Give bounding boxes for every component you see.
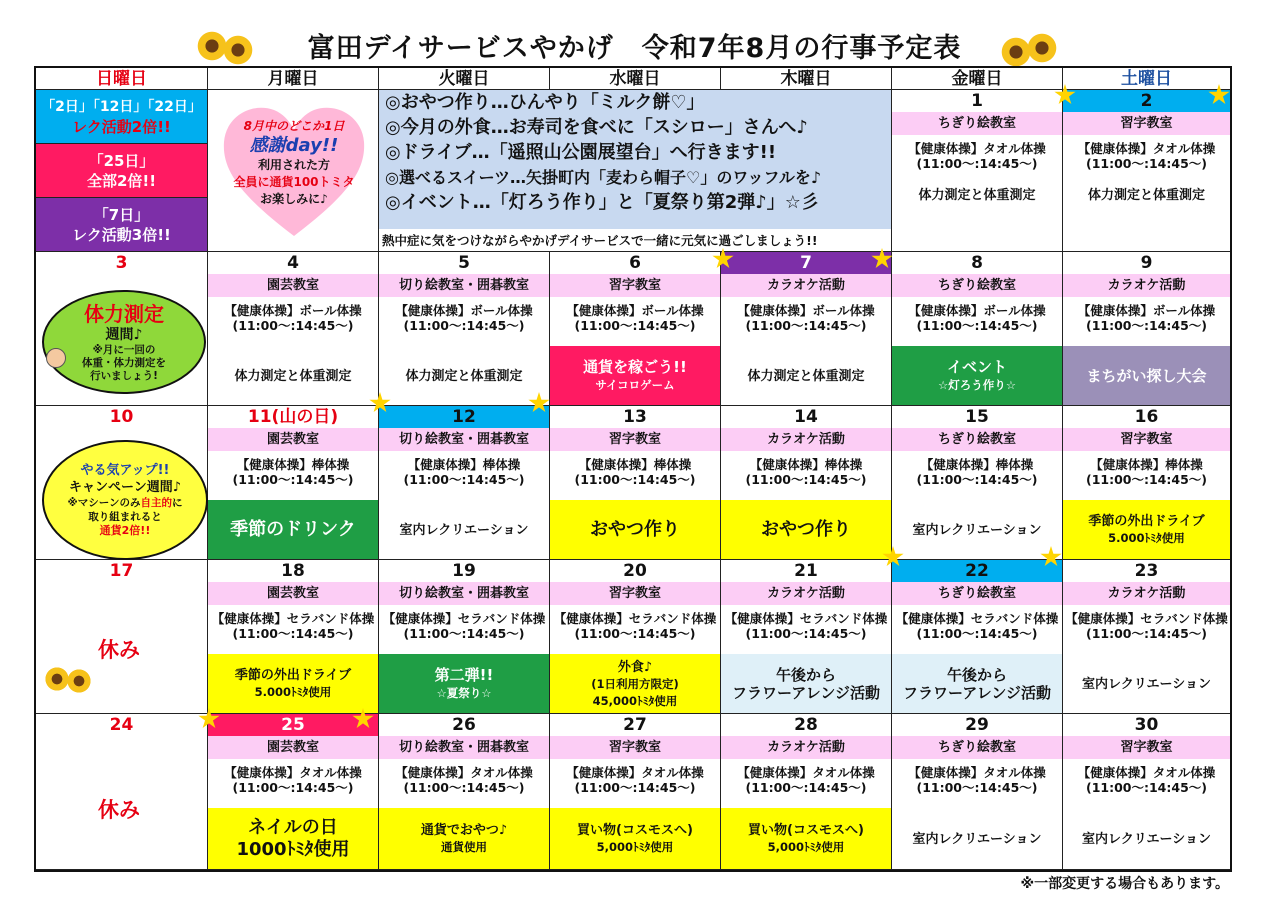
day-cell <box>892 252 1063 406</box>
exercise-block <box>1063 605 1230 654</box>
exercise-name: 【健康体操】タオル体操 <box>395 765 533 780</box>
exercise-name: 【健康体操】棒体操 <box>1090 457 1203 472</box>
page-title: 富田デイサービスやかげ 令和7年8月の行事予定表 <box>307 33 962 64</box>
event-label: 体力測定と体重測定 <box>918 187 1036 203</box>
day-number: 10 <box>109 407 134 427</box>
exercise-name: 【健康体操】セラバンド体操 <box>553 611 717 626</box>
exercise-time: (11:00～:14:45～) <box>574 626 696 641</box>
day-number: 28 <box>794 715 818 735</box>
day-cell <box>1063 252 1230 406</box>
day-cell <box>379 560 550 714</box>
event-line: 通貨を稼ごう!! <box>583 358 687 376</box>
day-cell <box>208 560 379 714</box>
bubble-line: ※マシーンのみ <box>67 497 141 509</box>
exercise-time: (11:00～:14:45～) <box>1085 318 1207 333</box>
day-number: 12 <box>379 406 549 428</box>
day-number: 9 <box>1140 253 1153 273</box>
day-number: 6 <box>629 253 641 273</box>
event-label <box>550 808 720 870</box>
bonus-box-2 <box>36 144 208 198</box>
event-line: 午後から <box>775 666 836 684</box>
sunflower-icon <box>222 34 254 66</box>
day-cell <box>1063 714 1230 870</box>
event-line: 室内レクリエーション <box>1082 676 1211 692</box>
event-line: 体力測定と体重測定 <box>747 368 865 384</box>
bonus-text: レク活動3倍!! <box>72 225 171 244</box>
day-number: 7 <box>721 252 891 274</box>
event-label <box>1063 808 1230 870</box>
day-number: 21 <box>794 561 818 581</box>
exercise-name: 【健康体操】タオル体操 <box>908 765 1046 780</box>
day-number: 13 <box>623 407 647 427</box>
exercise-time: (11:00～:14:45～) <box>574 472 696 487</box>
activity-label: カラオケ活動 <box>721 582 891 605</box>
notice-border <box>379 90 892 252</box>
exercise-time: (11:00～:14:45～) <box>745 472 867 487</box>
exercise-block <box>892 605 1062 654</box>
exercise-name: 【健康体操】セラバンド体操 <box>1065 611 1228 626</box>
event-label <box>379 808 549 870</box>
heart-line: 感謝day!! <box>249 135 339 156</box>
header-thu: 木曜日 <box>721 68 892 90</box>
exercise-name: 【健康体操】タオル体操 <box>566 765 704 780</box>
notice-line: ◎イベント…「灯ろう作り」と「夏祭り第2弾♪」☆彡 <box>385 192 819 213</box>
event-label <box>550 654 720 714</box>
exercise-time: (11:00～:14:45～) <box>745 780 867 795</box>
activity-label: カラオケ活動 <box>721 428 891 451</box>
day-cell <box>550 560 721 714</box>
activity-label: 切り絵教室・囲碁教室 <box>379 428 549 451</box>
day-number: 27 <box>623 715 647 735</box>
bubble-line: 体重・体力測定を <box>82 356 166 369</box>
day-number: 18 <box>281 561 305 581</box>
exercise-name: 【健康体操】ボール体操 <box>737 303 875 318</box>
exercise-block <box>721 605 891 654</box>
exercise-time: (11:00～:14:45～) <box>574 318 696 333</box>
day-cell <box>1063 560 1230 714</box>
day-cell <box>208 714 379 870</box>
exercise-time: (11:00～:14:45～) <box>745 626 867 641</box>
bonus-text: レク活動2倍!! <box>72 117 171 136</box>
day-number: 23 <box>1134 561 1159 581</box>
exercise-block <box>892 135 1062 171</box>
day-cell <box>1063 406 1230 560</box>
activity-label: 切り絵教室・囲碁教室 <box>379 582 549 605</box>
exercise-time: (11:00～:14:45～) <box>232 318 354 333</box>
day-cell <box>379 252 550 406</box>
header-fri: 金曜日 <box>892 68 1063 90</box>
event-line: 買い物(コスモスへ) <box>748 823 864 838</box>
exercise-name: 【健康体操】セラバンド体操 <box>382 611 546 626</box>
day-number: 2 <box>1063 90 1230 112</box>
exercise-name: 【健康体操】棒体操 <box>749 457 863 472</box>
sunflower-icon <box>66 668 92 694</box>
event-line: フラワーアレンジ活動 <box>903 684 1051 702</box>
event-line: 買い物(コスモスへ) <box>577 823 693 838</box>
day-number: 20 <box>623 561 647 581</box>
exercise-block <box>721 451 891 500</box>
exercise-time: (11:00～:14:45～) <box>232 472 354 487</box>
exercise-name: 【健康体操】ボール体操 <box>1077 303 1216 318</box>
event-label <box>721 808 891 870</box>
day-number: 29 <box>965 715 989 735</box>
activity-label: ちぎり絵教室 <box>892 736 1062 759</box>
exercise-block <box>379 297 549 346</box>
exercise-name: 【健康体操】棒体操 <box>578 457 692 472</box>
activity-label: カラオケ活動 <box>1063 582 1230 605</box>
activity-label: 園芸教室 <box>208 736 378 759</box>
activity-label: 習字教室 <box>550 736 720 759</box>
day-cell-2 <box>1063 90 1230 252</box>
exercise-name: 【健康体操】ボール体操 <box>395 303 533 318</box>
exercise-time: (11:00～:14:45～) <box>1085 780 1207 795</box>
day-cell <box>208 252 379 406</box>
event-label <box>550 500 720 560</box>
exercise-time: (11:00～:14:45～) <box>232 780 354 795</box>
event-line: イベント <box>946 358 1007 376</box>
heart-line: 全員に通貨100トミタ <box>233 175 355 189</box>
bubble-line: ※月に一回の <box>92 343 156 356</box>
exercise-name: 【健康体操】タオル体操 <box>1077 765 1216 780</box>
event-line: 第二弾!! <box>434 666 494 684</box>
exercise-block <box>721 297 891 346</box>
exercise-name: 【健康体操】ボール体操 <box>908 303 1046 318</box>
bonus-box-3 <box>36 198 208 252</box>
day-number: 25 <box>208 714 378 736</box>
exercise-block <box>550 297 720 346</box>
exercise-time: (11:00～:14:45～) <box>1085 156 1207 171</box>
day-number: 16 <box>1134 407 1159 427</box>
event-line: 5,000ﾄﾐﾀ使用 <box>596 840 674 854</box>
exercise-name: 【健康体操】ボール体操 <box>566 303 704 318</box>
notice-line: ◎今月の外食…お寿司を食べに「スシロー」さんへ♪ <box>385 117 808 138</box>
exercise-block <box>208 759 378 808</box>
activity-label: ちぎり絵教室 <box>892 582 1062 605</box>
event-line: ネイルの日 <box>248 817 338 838</box>
day-number: 22 <box>892 560 1062 582</box>
event-line: おやつ作り <box>590 519 680 540</box>
closed-label: 休み <box>98 638 140 662</box>
thanks-day-cell <box>208 90 379 252</box>
activity-label: ちぎり絵教室 <box>892 274 1062 297</box>
notice-line: ◎おやつ作り…ひんやり「ミルク餅♡」 <box>385 92 705 113</box>
bubble-line: 取り組まれると <box>88 511 162 523</box>
exercise-name: 【健康体操】セラバンド体操 <box>895 611 1059 626</box>
event-label <box>892 500 1062 560</box>
event-label <box>721 654 891 714</box>
exercise-time: (11:00～:14:45～) <box>403 318 525 333</box>
event-line: 体力測定と体重測定 <box>234 368 352 384</box>
event-line: 5.000ﾄﾐﾀ使用 <box>254 685 332 699</box>
activity-label: 習字教室 <box>1063 428 1230 451</box>
activity-label: 園芸教室 <box>208 582 378 605</box>
exercise-name: 【健康体操】棒体操 <box>236 457 350 472</box>
event-line: 通貨でおやつ♪ <box>420 823 508 838</box>
event-label <box>550 346 720 406</box>
day-cell <box>550 714 721 870</box>
activity-label: 切り絵教室・囲碁教室 <box>379 274 549 297</box>
bonus-text: 「2日」「12日」「22日」 <box>41 98 202 115</box>
elderly-person-icon <box>46 348 66 368</box>
activity-label: 習字教室 <box>550 274 720 297</box>
event-line: 5.000ﾄﾐﾀ使用 <box>1108 531 1185 545</box>
heat-notice: 熱中症に気をつけながらやかげデイサービスで一緒に元気に過ごしましょう!! <box>382 233 818 248</box>
bubble-line: 体力測定 <box>84 301 164 326</box>
bubble-line: キャンペーン週間♪ <box>68 480 182 495</box>
event-line: 季節のドリンク <box>230 519 356 540</box>
event-label <box>721 346 891 406</box>
heart-icon <box>220 100 368 240</box>
day-number: 17 <box>109 561 134 581</box>
exercise-time: (11:00～:14:45～) <box>403 626 525 641</box>
event-line: 室内レクリエーション <box>1082 831 1211 847</box>
event-line: 室内レクリエーション <box>912 522 1042 538</box>
bonus-text: 全部2倍!! <box>86 171 157 190</box>
heart-line: 8月中のどこか1日 <box>243 119 345 133</box>
activity-label: カラオケ活動 <box>721 274 891 297</box>
day-cell-1 <box>892 90 1063 252</box>
bubble-line: 自主的 <box>140 497 172 509</box>
exercise-block <box>550 605 720 654</box>
event-label <box>892 346 1062 406</box>
header-tue: 火曜日 <box>379 68 550 90</box>
exercise-name: 【健康体操】タオル体操 <box>737 765 875 780</box>
day-number: 14 <box>794 407 818 427</box>
exercise-time: (11:00～:14:45～) <box>916 626 1038 641</box>
event-label <box>208 808 378 870</box>
exercise-block <box>379 605 549 654</box>
exercise-name: 【健康体操】タオル体操 <box>1077 141 1216 156</box>
exercise-block <box>550 451 720 500</box>
event-label: 体力測定と体重測定 <box>1087 187 1205 203</box>
activity-label: 切り絵教室・囲碁教室 <box>379 736 549 759</box>
closed-label: 休み <box>98 798 140 822</box>
notice-line: ◎選べるスイーツ…矢掛町内「麦わら帽子♡」のワッフルを♪ <box>385 168 822 187</box>
fitness-week-bubble <box>42 290 206 394</box>
event-line: 午後から <box>946 666 1007 684</box>
event-line: おやつ作り <box>761 519 851 540</box>
event-label <box>208 346 378 406</box>
event-line: まちがい探し大会 <box>1086 367 1207 385</box>
event-label <box>208 500 378 560</box>
exercise-block <box>208 297 378 346</box>
exercise-name: 【健康体操】棒体操 <box>920 457 1034 472</box>
header-mon: 月曜日 <box>208 68 379 90</box>
event-label <box>379 500 549 560</box>
bubble-line: 行いましょう! <box>90 369 158 382</box>
day-cell <box>892 714 1063 870</box>
exercise-time: (11:00～:14:45～) <box>403 780 525 795</box>
footer-note: ※一部変更する場合もあります。 <box>1020 876 1229 892</box>
day-cell <box>550 252 721 406</box>
event-label <box>379 346 549 406</box>
exercise-name: 【健康体操】タオル体操 <box>224 765 362 780</box>
bubble-line: やる気アップ!! <box>80 463 170 478</box>
day-number: 30 <box>1134 715 1159 735</box>
heart-line: 利用された方 <box>257 158 330 172</box>
event-label <box>379 654 549 714</box>
event-line: 45,000ﾄﾐﾀ使用 <box>592 693 678 708</box>
exercise-time: (11:00～:14:45～) <box>1085 472 1207 487</box>
exercise-time: (11:00～:14:45～) <box>916 156 1038 171</box>
exercise-block <box>892 451 1062 500</box>
event-label <box>1063 654 1230 714</box>
sunflower-icon <box>1026 32 1058 64</box>
day-number: 15 <box>965 407 989 427</box>
event-label <box>208 654 378 714</box>
exercise-name: 【健康体操】タオル体操 <box>908 141 1046 156</box>
activity-label: 園芸教室 <box>208 274 378 297</box>
bonus-text: 「25日」 <box>88 151 155 170</box>
day-cell <box>892 406 1063 560</box>
exercise-name: 【健康体操】ボール体操 <box>224 303 362 318</box>
day-cell <box>379 406 550 560</box>
event-line: 1000ﾄﾐﾀ使用 <box>236 839 350 860</box>
event-line: (1日利用方限定) <box>591 676 679 691</box>
day-number: 11(山の日) <box>247 407 339 427</box>
event-line: 体力測定と体重測定 <box>405 368 523 384</box>
exercise-time: (11:00～:14:45～) <box>745 318 867 333</box>
day-number: 24 <box>109 715 134 735</box>
day-number: 8 <box>971 253 983 273</box>
event-label <box>721 500 891 560</box>
bubble-line: 通貨2倍!! <box>99 524 151 537</box>
exercise-name: 【健康体操】棒体操 <box>407 457 521 472</box>
activity-label: ちぎり絵教室 <box>892 428 1062 451</box>
exercise-block <box>379 759 549 808</box>
exercise-block <box>892 759 1062 808</box>
day-number: 19 <box>452 561 476 581</box>
bonus-box-1 <box>36 90 208 144</box>
event-label <box>1063 500 1230 560</box>
exercise-time: (11:00～:14:45～) <box>916 780 1038 795</box>
exercise-block <box>1063 451 1230 500</box>
title-area <box>0 0 1269 66</box>
header-wed: 水曜日 <box>550 68 721 90</box>
campaign-week-bubble <box>42 440 208 560</box>
event-line: 季節の外出ドライブ <box>234 668 352 683</box>
event-line: ☆灯ろう作り☆ <box>937 378 1017 392</box>
exercise-block <box>1063 759 1230 808</box>
day-cell <box>721 560 892 714</box>
heart-text <box>220 118 368 208</box>
event-line: 季節の外出ドライブ <box>1088 514 1205 529</box>
activity-label: 園芸教室 <box>208 428 378 451</box>
heart-line: お楽しみに♪ <box>260 192 328 206</box>
activity-label: カラオケ活動 <box>1063 274 1230 297</box>
day-number: 3 <box>115 253 128 273</box>
day-cell <box>379 714 550 870</box>
exercise-time: (11:00～:14:45～) <box>916 472 1038 487</box>
activity-label: カラオケ活動 <box>721 736 891 759</box>
exercise-block <box>208 605 378 654</box>
activity-label: 習字教室 <box>1063 736 1230 759</box>
day-number: 4 <box>287 253 299 273</box>
event-line: 通貨使用 <box>441 840 487 854</box>
exercise-name: 【健康体操】セラバンド体操 <box>211 611 375 626</box>
day-number: 26 <box>452 715 476 735</box>
event-label <box>892 808 1062 870</box>
exercise-block <box>1063 297 1230 346</box>
exercise-block <box>550 759 720 808</box>
sunday-cell <box>36 714 208 870</box>
bonus-text: 「7日」 <box>93 205 150 224</box>
exercise-time: (11:00～:14:45～) <box>1085 626 1207 641</box>
calendar-grid <box>34 66 1232 872</box>
event-label <box>892 654 1062 714</box>
event-line: サイコロゲーム <box>595 378 675 392</box>
exercise-time: (11:00～:14:45～) <box>916 318 1038 333</box>
day-cell <box>721 714 892 870</box>
header-sun: 日曜日 <box>36 68 208 90</box>
notice-line: ◎ドライブ…「遥照山公園展望台」へ行きます!! <box>385 142 777 163</box>
exercise-time: (11:00～:14:45～) <box>574 780 696 795</box>
exercise-time: (11:00～:14:45～) <box>232 626 354 641</box>
event-line: 室内レクリエーション <box>912 831 1042 847</box>
exercise-block <box>721 759 891 808</box>
event-line: 5,000ﾄﾐﾀ使用 <box>767 840 845 854</box>
day-number: 1 <box>971 91 983 111</box>
day-cell <box>550 406 721 560</box>
exercise-block <box>379 451 549 500</box>
exercise-block <box>208 451 378 500</box>
day-number: 5 <box>458 253 470 273</box>
bubble-line: 週間♪ <box>105 326 143 343</box>
header-sat: 土曜日 <box>1063 68 1230 90</box>
event-line: 外食♪ <box>617 659 653 675</box>
event-line: フラワーアレンジ活動 <box>732 684 880 702</box>
bubble-line: に <box>172 497 183 509</box>
event-label <box>1063 346 1230 406</box>
exercise-block <box>892 297 1062 346</box>
day-cell <box>208 406 379 560</box>
day-cell <box>721 252 892 406</box>
day-cell <box>721 406 892 560</box>
exercise-block <box>1063 135 1230 171</box>
event-line: ☆夏祭り☆ <box>436 686 492 700</box>
activity-label: 習字教室 <box>1063 112 1230 135</box>
exercise-name: 【健康体操】セラバンド体操 <box>724 611 888 626</box>
activity-label: 習字教室 <box>550 582 720 605</box>
event-line: 室内レクリエーション <box>399 522 529 538</box>
day-cell <box>892 560 1063 714</box>
activity-label: 習字教室 <box>550 428 720 451</box>
activity-label: ちぎり絵教室 <box>892 112 1062 135</box>
exercise-time: (11:00～:14:45～) <box>403 472 525 487</box>
